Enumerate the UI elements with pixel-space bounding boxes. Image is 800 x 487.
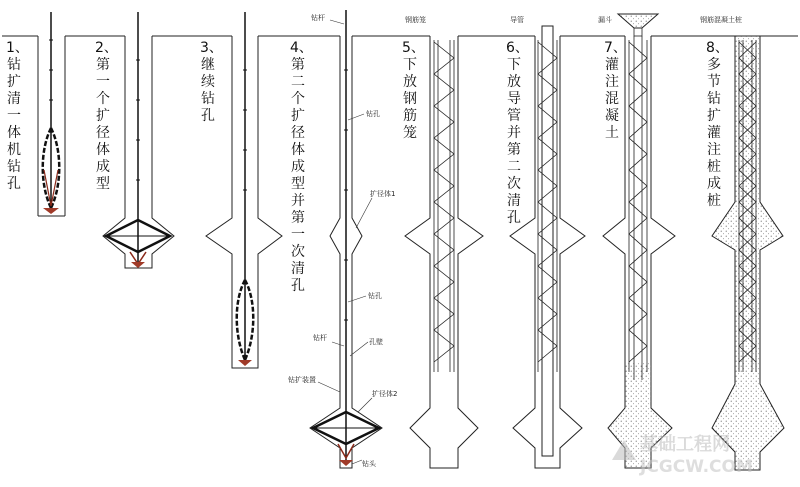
watermark-en: JCGCW.COM xyxy=(640,457,753,477)
step1-drill-rod xyxy=(49,12,53,212)
step-7-text: 灌注混凝土 xyxy=(605,57,619,141)
step-6-number: 6、 xyxy=(506,40,529,56)
step8-pile xyxy=(712,36,784,470)
label-drill-hole-2: 钻孔 xyxy=(368,292,382,300)
step5-rebar-cage xyxy=(434,40,454,372)
step-8-number: 8、 xyxy=(706,40,729,56)
step-4-label xyxy=(290,40,313,295)
label-drill-hole-1: 钻孔 xyxy=(366,110,380,118)
step-1-label xyxy=(6,40,29,193)
label-tremie-pipe: 导管 xyxy=(510,16,524,24)
step-1-number: 1、 xyxy=(6,40,29,56)
label-expander-1: 扩径体1 xyxy=(370,190,396,198)
step-8-text: 多节钻扩灌注桩成桩 xyxy=(707,57,721,209)
step-5-text: 下放钢筋笼 xyxy=(403,57,417,141)
step2-drill-rod xyxy=(136,12,140,264)
step-3-number: 3、 xyxy=(200,40,223,56)
step-5-label xyxy=(402,40,425,142)
label-hole-wall: 孔壁 xyxy=(369,338,383,346)
label-rebar-concrete-pile: 钢筋混凝土桩 xyxy=(700,16,742,24)
step-2-number: 2、 xyxy=(95,40,118,56)
step-8-label xyxy=(706,40,729,210)
label-drill-bit: 钻头 xyxy=(362,460,376,468)
step-7-label xyxy=(604,40,627,142)
step4-drill-rod xyxy=(344,10,348,462)
label-rebar-cage: 钢筋笼 xyxy=(405,16,426,24)
label-drill-rod-top: 钻杆 xyxy=(311,14,325,22)
step7-tremie-and-cage xyxy=(629,36,647,380)
step-4-number: 4、 xyxy=(290,40,313,56)
step-7-number: 7、 xyxy=(604,40,627,56)
step6-tremie-pipe xyxy=(542,26,553,456)
watermark-cn: 基础工程网 xyxy=(640,434,730,455)
label-reaming-device: 钻扩装置 xyxy=(288,376,316,384)
step-1-text: 钻扩清一体机钻孔 xyxy=(7,57,21,192)
step-2-label xyxy=(95,40,118,193)
step3-drill-rod xyxy=(243,12,247,362)
step3-hole xyxy=(206,36,282,368)
label-drill-rod-bottom: 钻杆 xyxy=(313,334,327,342)
label-expander-2: 扩径体2 xyxy=(372,390,398,398)
step-6-label xyxy=(506,40,529,227)
label-hopper: 漏斗 xyxy=(598,16,612,24)
step4-leader-lines xyxy=(318,20,372,464)
step-6-text: 下放导管并第二次清孔 xyxy=(507,57,521,226)
step-2-text: 第一个扩径体成型 xyxy=(96,57,110,192)
step-4-text: 第二个扩径体成型并第一次清孔 xyxy=(291,57,305,294)
step-5-number: 5、 xyxy=(402,40,425,56)
step-3-text: 继续钻孔 xyxy=(201,57,215,124)
step-3-label xyxy=(200,40,223,125)
hopper-icon xyxy=(618,14,658,36)
